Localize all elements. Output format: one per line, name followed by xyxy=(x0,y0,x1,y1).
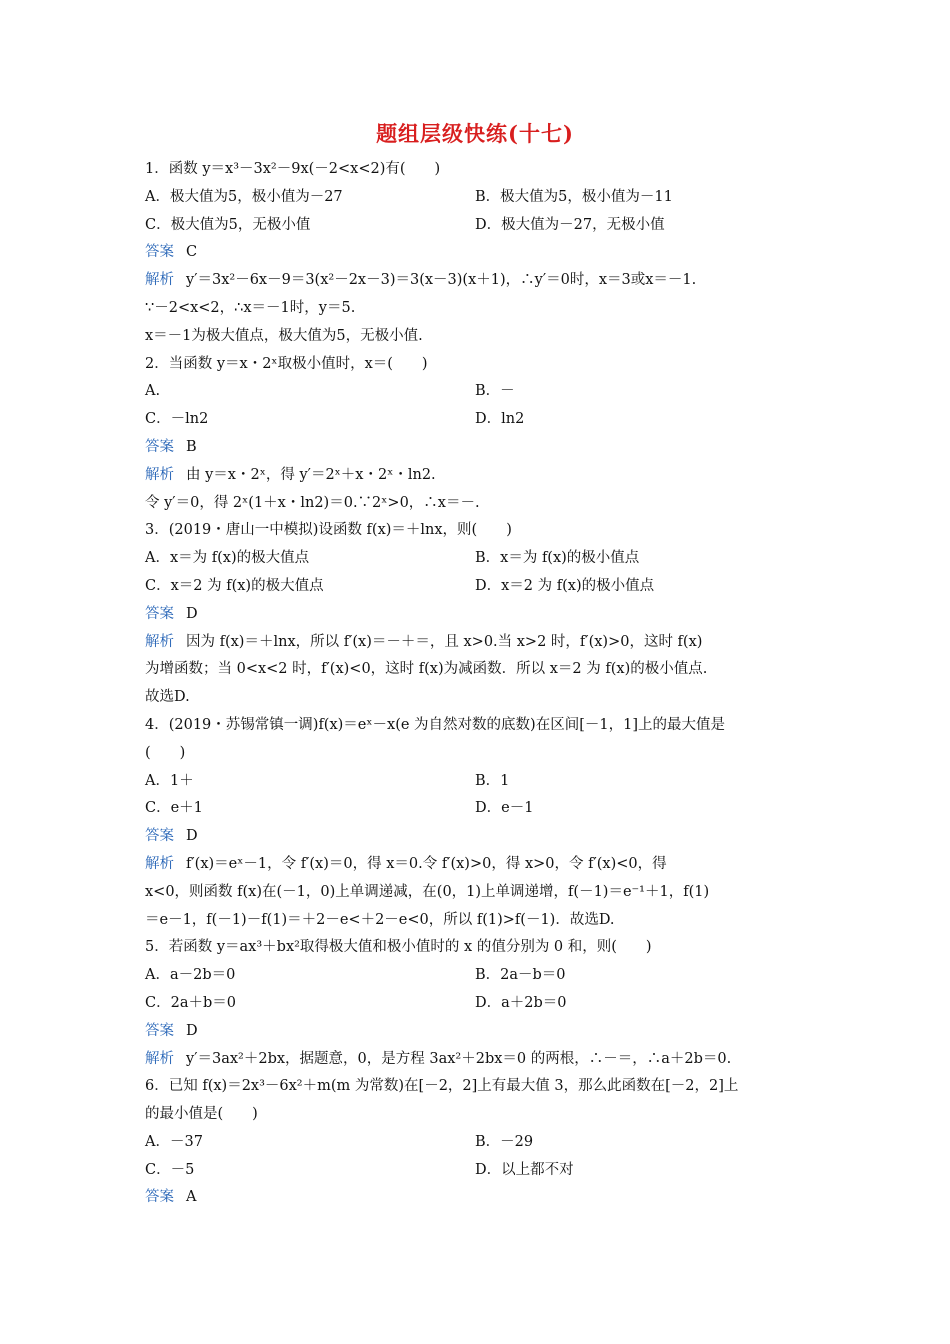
option-row xyxy=(145,990,809,1018)
question-stem: 1．函数 y＝x³－3x²－9x(－2<x<2)有( ) xyxy=(145,161,441,177)
option-text: A．1＋ xyxy=(145,772,194,789)
answer-label: 答案 xyxy=(145,828,174,845)
analysis-text: x＝－1为极大值点，极大值为5，无极小值. xyxy=(145,327,423,344)
question-list xyxy=(145,156,809,1212)
option-text: C．x＝2 为 f(x)的极大值点 xyxy=(145,577,324,594)
answer-label: 答案 xyxy=(145,244,174,261)
analysis-line xyxy=(145,323,809,351)
option-text: D．ln2 xyxy=(475,411,525,428)
option-row xyxy=(145,1129,809,1157)
analysis-text: 由 y＝x・2ˣ，得 y′＝2ˣ＋x・2ˣ・ln2. xyxy=(186,466,436,483)
analysis-text: x<0，则函数 f(x)在(－1，0)上单调递减，在(0，1)上单调递增，f(－1)＝e⁻¹＋1，f(1) xyxy=(145,883,710,900)
option-text: B．－29 xyxy=(475,1133,534,1150)
analysis-line xyxy=(145,1046,809,1074)
analysis-line xyxy=(145,851,809,879)
option-row xyxy=(145,573,809,601)
option-text: B．x＝为 f(x)的极小值点 xyxy=(475,550,640,567)
option-row xyxy=(145,545,809,573)
answer-value: A xyxy=(186,1189,197,1206)
analysis-line xyxy=(145,295,809,323)
answer-label: 答案 xyxy=(145,1022,174,1039)
analysis-label: 解析 xyxy=(145,633,174,650)
answer-line xyxy=(145,434,809,462)
analysis-text: 因为 f(x)＝＋lnx，所以 f′(x)＝－＋＝，且 x>0.当 x>2 时，f′(x)>0，这时 f(x) xyxy=(186,633,703,650)
page-title: 题组层级快练(十七) xyxy=(376,121,574,146)
analysis-label: 解析 xyxy=(145,855,174,872)
analysis-text: y′＝3x²－6x－9＝3(x²－2x－3)＝3(x－3)(x＋1)，∴y′＝0时，x＝3或x＝－1. xyxy=(186,272,697,289)
analysis-line xyxy=(145,907,809,935)
analysis-line xyxy=(145,267,809,295)
answer-label: 答案 xyxy=(145,1189,174,1206)
answer-value: D xyxy=(186,1022,198,1039)
option-text: C．2a＋b＝0 xyxy=(145,994,236,1011)
answer-value: D xyxy=(186,828,198,845)
option-text: D．x＝2 为 f(x)的极小值点 xyxy=(475,577,655,594)
option-row xyxy=(145,212,809,240)
analysis-text: 令 y′＝0，得 2ˣ(1＋x・ln2)＝0.∵2ˣ>0，∴x＝－. xyxy=(145,494,480,511)
answer-line xyxy=(145,239,809,267)
answer-line xyxy=(145,1018,809,1046)
option-text: C．－5 xyxy=(145,1161,195,1178)
answer-label: 答案 xyxy=(145,438,174,455)
answer-line xyxy=(145,1184,809,1212)
analysis-line xyxy=(145,462,809,490)
question-stem: 6．已知 f(x)＝2x³－6x²＋m(m 为常数)在[－2，2]上有最大值 3，那么此函数在[－2，2]上 xyxy=(145,1078,739,1095)
answer-value: B xyxy=(186,438,197,455)
question-block xyxy=(145,156,809,351)
option-text: C．极大值为5，无极小值 xyxy=(145,216,311,233)
option-text: D．a＋2b＝0 xyxy=(475,994,567,1011)
analysis-text: 为增函数；当 0<x<2 时，f′(x)<0，这时 f(x)为减函数．所以 x＝2 为 f(x)的极小值点. xyxy=(145,661,708,678)
option-row xyxy=(145,768,809,796)
analysis-line xyxy=(145,629,809,657)
question-stem: 5．若函数 y＝ax³＋bx²取得极大值和极小值时的 x 的值分别为 0 和，则( ) xyxy=(145,939,652,956)
answer-value: C xyxy=(186,244,198,261)
analysis-text: f′(x)＝eˣ－1，令 f′(x)＝0，得 x＝0.令 f′(x)>0，得 x>0，令 f′(x)<0，得 xyxy=(186,855,667,872)
analysis-label: 解析 xyxy=(145,466,174,483)
option-text: B．极大值为5，极小值为－11 xyxy=(475,188,673,205)
option-text: D．以上都不对 xyxy=(475,1161,574,1178)
question-stem: 4．(2019・苏锡常镇一调)f(x)＝eˣ－x(e 为自然对数的底数)在区间[－1，1]上的最大值是 xyxy=(145,716,725,733)
question-block xyxy=(145,351,809,518)
analysis-text: ∵－2<x<2，∴x＝－1时，y＝5. xyxy=(145,299,356,316)
option-row xyxy=(145,184,809,212)
analysis-label: 解析 xyxy=(145,1050,174,1067)
question-stem: 2．当函数 y＝x・2ˣ取极小值时，x＝( ) xyxy=(145,355,428,372)
question-stem: 3．(2019・唐山一中模拟)设函数 f(x)＝＋lnx，则( ) xyxy=(145,522,512,539)
question-block xyxy=(145,1073,809,1212)
option-text: C．－ln2 xyxy=(145,411,209,428)
analysis-label: 解析 xyxy=(145,272,174,289)
option-text: B．－ xyxy=(475,383,515,400)
option-row xyxy=(145,1157,809,1185)
question-block xyxy=(145,712,809,934)
option-text: D．e－1 xyxy=(475,800,534,817)
answer-line xyxy=(145,601,809,629)
option-row xyxy=(145,406,809,434)
option-text: A．－37 xyxy=(145,1133,203,1150)
question-stem: 的最小值是( ) xyxy=(145,1106,258,1123)
option-row xyxy=(145,962,809,990)
option-text: C．e＋1 xyxy=(145,800,203,817)
answer-line xyxy=(145,823,809,851)
analysis-text: 故选D. xyxy=(145,689,190,706)
question-block xyxy=(145,517,809,712)
analysis-line xyxy=(145,490,809,518)
answer-label: 答案 xyxy=(145,605,174,622)
option-text: A．a－2b＝0 xyxy=(145,967,236,984)
analysis-line xyxy=(145,879,809,907)
option-text: D．极大值为－27，无极小值 xyxy=(475,216,665,233)
question-stem: ( ) xyxy=(145,744,186,761)
option-text: B．1 xyxy=(475,772,510,789)
option-text: B．2a－b＝0 xyxy=(475,967,566,984)
analysis-text: ＝e－1，f(－1)－f(1)＝＋2－e<＋2－e<0，所以 f(1)>f(－1)．故选D. xyxy=(145,911,615,928)
analysis-line xyxy=(145,656,809,684)
option-text: A. xyxy=(145,383,161,400)
option-row xyxy=(145,378,809,406)
analysis-line xyxy=(145,684,809,712)
analysis-text: y′＝3ax²＋2bx，据题意，0，是方程 3ax²＋2bx＝0 的两根，∴－＝，∴a＋2b＝0. xyxy=(186,1050,732,1067)
option-text: A．x＝为 f(x)的极大值点 xyxy=(145,550,310,567)
question-block xyxy=(145,934,809,1073)
option-text: A．极大值为5，极小值为－27 xyxy=(145,188,343,205)
answer-value: D xyxy=(186,605,198,622)
option-row xyxy=(145,795,809,823)
